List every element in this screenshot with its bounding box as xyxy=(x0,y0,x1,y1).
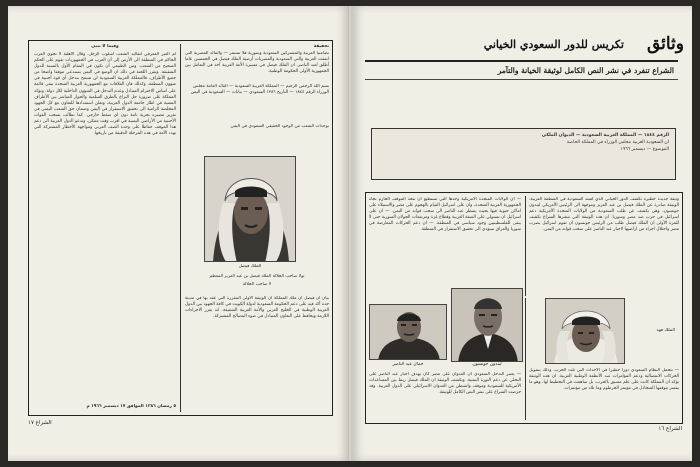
scanned-document-excerpt xyxy=(371,128,676,180)
left-page-right-column-subject: بوحدات الشعب من الوجود الحقيقي السعودي في اليمن xyxy=(230,124,329,129)
left-page-left-column-footer: ٥ رمضان ١٣٨٦ الموافق ١٧ ديسمبر ١٩٦٦ م xyxy=(86,404,176,409)
king-faisal-photo-label: الملك فيصل xyxy=(238,264,262,269)
king-faisal-photo xyxy=(204,156,296,262)
right-page-folio: الشراع ١٦ xyxy=(658,426,682,432)
left-page-column-divider xyxy=(180,44,181,412)
document-line-3: الموضوع — ديسمبر ١٩٦٦ xyxy=(620,147,669,152)
right-page-bottom-right-text: — تتحمل النظام السعودي دورا خطيرا في الأحداث التي تلت الحرب، وذلك بتمويل الحركات الانفصالية ودعم المؤامرات ضد الأنظمة الوطنية العربية. ان هذه الوثيقة تؤكد ان المملكة كانت على علم مسبق بالحرب، بل ساهمت في التخطيط لها، وهو ما يفسر موقفها المتخاذل في مؤتمر الخرطوم وما تلاه من مؤتمرات. xyxy=(529,368,679,392)
left-page-right-column-letterhead: بسم الله الرحمن الرحيم — المملكة العربية السعودية — القائد العامة مجلس الوزراء الرقم ١٨٤٤ — التاريخ ١٣٨٦ السعودي — بيانات — السعودية في اليمن xyxy=(190,84,329,96)
johnson-photo xyxy=(451,288,523,362)
left-page-left-column-text: لم الغير المعرفي لتقاليد الشعب أسلوب الرجل، وقال الأهلية لا تحوي العرب الحاكم في المنطقة الى الأرض إلى أن العرب في الجمهوريات تقوم على الحكم الصحيح من الشعب. ومن الطبيعي أن تكون في المقام الأول بالنسبة للدول الشقيقة. وتقرر اللجنة في ذلك ان الوضع في اليمن يستدعي موقفا واضحا من جميع الأطراف، فالمملكة العربية السعودية لن تسمح بتدخل أي قوة أجنبية في شؤون المنطقة، وكذلك فان العلاقات مع الجمهورية العربية المتحدة تبقى قائمة على اساس الاحترام المتبادل وعدم التدخل في الشؤون الداخلية لكل دولة. وتؤكد المملكة على ضرورة حل النزاع بالطرق السلمية والحوار المباشر بين الأطراف المعنية في اطار جامعة الدول العربية، وتعلن استعدادها للتعاون مع كل الجهود المخلصة الرامية الى تحقيق الاستقرار في اليمن وضمان حق الشعب اليمني في تقرير مصيره بحرية تامة دون اي ضغط خارجي. كما تطالب بسحب القوات الأجنبية من الأراضي اليمنية في اقرب وقت ممكن، وتدعو الدول العربية الى دعم هذا الموقف حفاظا على وحدة الصف العربي ومواجهة الأخطار المشتركة التي تهدد الأمة في هذه المرحلة الدقيقة من تاريخها. xyxy=(34,52,176,137)
left-page-photo-caption-2: لا صاحب الجلالة xyxy=(242,282,272,287)
left-page-right-column-text-top: تضامنيا العربية والمشتركين السعودية وسورية فلا تستمر — والماله المصرية التي اتفقت العربية والتي السعودية والمصريات أرضية الملك فيصل في الخمسين عاما أطلق لعبد الناصر. ان الملك فيصل في مسيرة الأمة العربية أخذ في التعامل بين الجمهورية الأولى الحكومة الوطنية. xyxy=(185,51,329,75)
left-page-photo-caption: تولا صاحب الجلالة الملك فيصل بن عبد العزيز المعظم xyxy=(209,274,305,279)
portrait-illustration xyxy=(452,289,523,362)
subtitle-rule xyxy=(365,79,678,80)
portrait-illustration xyxy=(370,305,447,360)
nasser-photo-caption: جمال عبد الناصر xyxy=(392,362,424,367)
nasser-photo xyxy=(369,304,447,360)
king-fahd-photo-caption: الملك فهد xyxy=(656,328,675,333)
right-page-bottom-left-text: — يعتبر التدخل السعودي ان العدوان على مصر كان بهدف اجبار عبد الناصر على التخلي عن دعم الثورة اليمنية. وتكشف الوثيقة ان الملك فيصل ربط بين المساعدات الأمريكية للسعودية وموقف واشنطن من العدوان الاسرائيلي على الدول العربية. وقد حرصت الشراع على نشر النص الكامل للوثيقة. xyxy=(369,372,521,396)
section-title-main: وثائق xyxy=(646,34,684,54)
portrait-illustration xyxy=(205,157,296,262)
right-page-middle-column-text: — ان الولايات المتحدة الأمريكية وحدها التي تستطيع ان تتخذ الموقف الحازم تجاه الجمهورية العربية المتحدة، وان على اسرائيل القيام بالهجوم على مصر والاستيلاء على اماكن حيوية فيها بحيث يضطر عبد الناصر الى سحب قواته من اليمن. — ان على اسرائيل ان تستولي على الضفة الغربية وقطاع غزة ومرتفعات الجولان السورية حتى لا يبقى للفلسطينيين وجود سياسي في المنطقة. — ان دعم الحركات المعارضة في سوريا والعراق سيؤدي الى تحقيق الاستقرار في المنطقة. xyxy=(369,197,521,233)
left-page-right-column-text-bottom: بيان ان فيصل ان ملك المملكة ان الوثيقة الأولى المقررة التي عقد بها في مدينة جدة أكد فيه على دعم الحكومة السعودية لدولة الكويت في كافة الجهود بين الدول العربية الوطنية في الخليج العربي والأمة العربية الشقيقة. انه يقرر الاجراءات اللازمة ويحافظ على التعاون المتبادل في ضوء المصالح المشتركة. xyxy=(185,296,329,320)
headline-subtitle: الشراع تنفرد في نشر النص الكامل لوثيقة الخيانة والتآمر xyxy=(497,66,674,75)
portrait-illustration xyxy=(546,299,625,364)
right-page-right-column-text: وثيقة جديدة خطيرة تكشف الدور الخياني الذي لعبته السعودية في المنطقة العربية. الوثيقة صادرة عن الملك فيصل بن عبد العزيز وموجهة الى الرئيس الأمريكي ليندون جونسون، وهي تكشف عن طلب السعودية من الولايات المتحدة الأمريكية دعم اسرائيل في حرب ضد مصر وسوريا. ان هذه الوثيقة التي تنشرها الشراع تكشف للمرة الأولى ان الملك فيصل طلب من الرئيس جونسون ان تقوم اسرائيل بضرب مصر واحتلال اجزاء من اراضيها لاجبار عبد الناصر على سحب قواته من اليمن. xyxy=(529,197,679,233)
left-page-folio: الشراع ١٧ xyxy=(28,420,52,426)
johnson-photo-caption: ليندون جونسون xyxy=(472,362,502,367)
right-page xyxy=(351,6,692,461)
king-fahd-photo xyxy=(545,298,625,364)
left-page xyxy=(8,6,350,461)
title-rule xyxy=(365,60,678,62)
headline-title: تكريس للدور السعودي الخياني xyxy=(483,38,624,51)
left-page-right-column-heading: تحقيقة xyxy=(313,44,329,49)
left-page-left-column-heading: وفيما لا تبنى xyxy=(91,44,119,49)
document-line-2: ان السعودية العربية مجلس الوزراء في المملكة الخاصة xyxy=(566,140,669,145)
right-page-column-divider-top xyxy=(525,196,526,296)
document-line-1: الرقم ١٨٤٤ — المملكة العربية السعودية — الديوان الملكي xyxy=(541,133,669,138)
right-page-column-divider-bottom xyxy=(525,298,526,420)
